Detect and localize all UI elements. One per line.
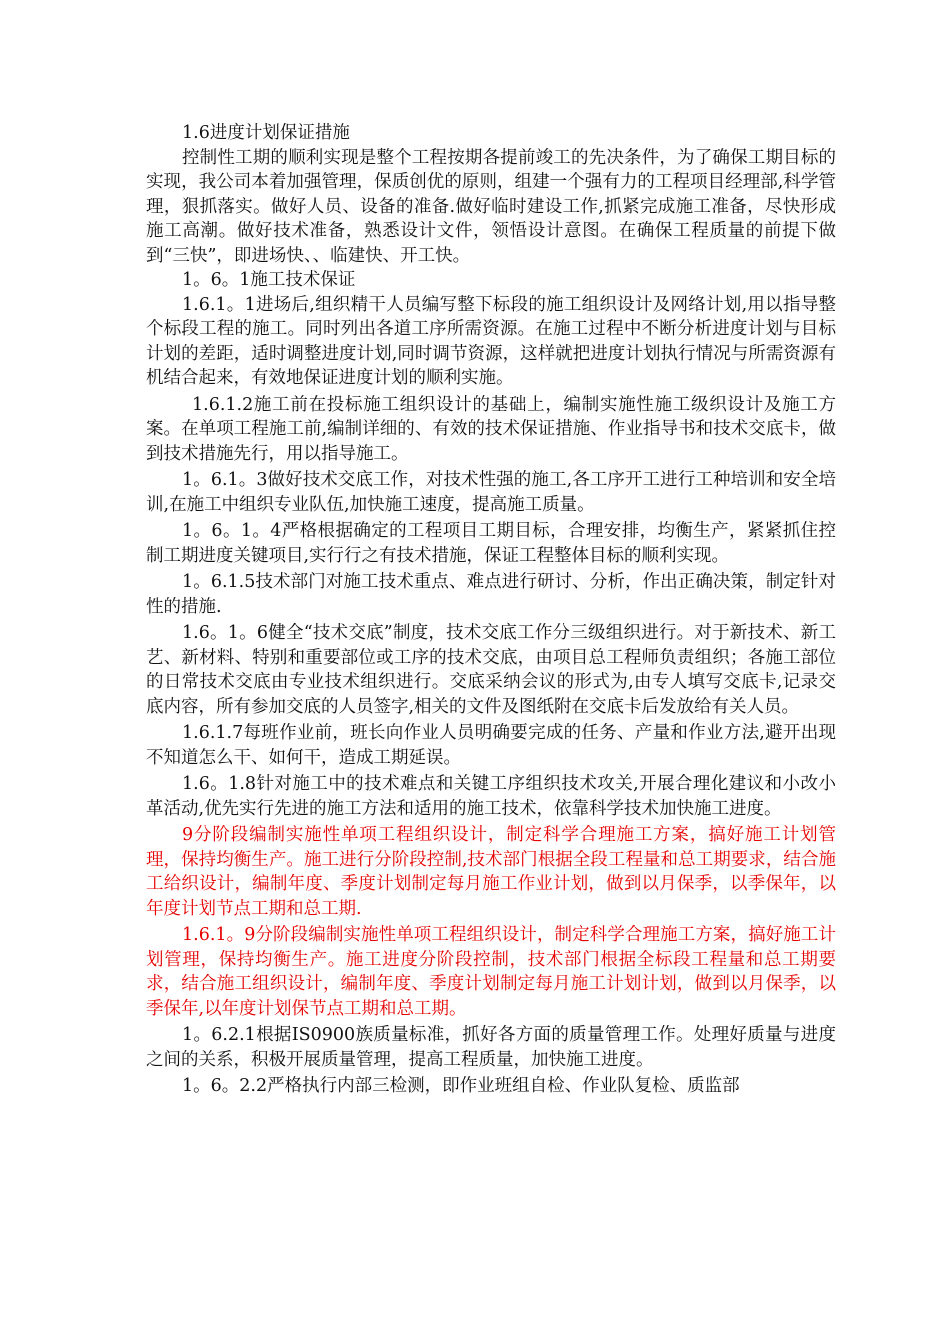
paragraph-1-6-1-8: 1.6。1.8针对施工中的技术难点和关键工序组织技术攻关,开展合理化建议和小改小革活动,优先实行先进的施工方法和适用的施工技术，依靠科学技术加快施工进度。 — [146, 774, 836, 819]
paragraph-1-6-1-3: 1。6.1。3做好技术交底工作，对技术性强的施工,各工序开工进行工种培训和安全培训,在施工中组织专业队伍,加快施工速度，提高施工质量。 — [146, 470, 836, 515]
document-body — [146, 121, 836, 1099]
highlighted-paragraph-1-6-1-9: 1.6.1。9分阶段编制实施性单项工程组织设计，制定科学合理施工方案，搞好施工计划管理，保持均衡生产。施工进度分阶段控制，技术部门根据全标段工程量和总工期要求，结合施工组织设计，编制年度、季度计划制定每月施工计划计划，做到以月保季，以季保年,以年度计划保节点工期和总工期。 — [146, 925, 836, 1019]
paragraph-1-6-1-2: 1.6.1.2施工前在投标施工组织设计的基础上，编制实施性施工级织设计及施工方案。在单项工程施工前,编制详细的、有效的技术保证措施、作业指导书和技术交底卡，做到技术措施先行，用以指导施工。 — [146, 394, 836, 464]
intro-paragraph: 控制性工期的顺利实现是整个工程按期各提前竣工的先决条件，为了确保工期目标的实现，我公司本着加强管理，保质创优的原则，组建一个强有力的工程项目经理部,科学管理，狠抓落实。做好人员、设备的准备.做好临时建设工作,抓紧完成施工准备，尽快形成施工高潮。做好技术准备，熟悉设计文件，领悟设计意图。在确保工程质量的前提下做到“三快”，即进场快、、临建快、开工快。 — [146, 147, 836, 266]
paragraph-1-6-1-6: 1.6。1。6健全“技术交底”制度，技术交底工作分三级组织进行。对于新技术、新工艺、新材料、特别和重要部位或工序的技术交底，由项目总工程师负责组织；各施工部位的日常技术交底由专业技术组织进行。交底采纳会议的形式为,由专人填写交底卡,记录交底内容，所有参加交底的人员签字,相关的文件及图纸附在交底卡后发放给有关人员。 — [146, 623, 836, 717]
paragraph-1-6-1-4: 1。6。1。4严格根据确定的工程项目工期目标，合理安排，均衡生产，紧紧抓住控制工期进度关键项目,实行行之有技术措施，保证工程整体目标的顺利实现。 — [146, 521, 836, 566]
paragraph-1-6-1-7: 1.6.1.7每班作业前，班长向作业人员明确要完成的任务、产量和作业方法,避开出现不知道怎么干、如何干，造成工期延误。 — [146, 723, 836, 768]
paragraph-1-6-1-5: 1。6.1.5技术部门对施工技术重点、难点进行研讨、分析，作出正确决策，制定针对性的措施. — [146, 572, 836, 617]
highlighted-paragraph-9: 9分阶段编制实施性单项工程组织设计，制定科学合理施工方案，搞好施工计划管理，保持均衡生产。施工进行分阶段控制,技术部门根据全段工程量和总工期要求，结合施工给织设计，编制年度、季度计划制定每月施工作业计划，做到以月保季，以季保年，以年度计划节点工期和总工期. — [146, 825, 836, 919]
paragraph-1-6-2-1: 1。6.2.1根据IS0900族质量标准，抓好各方面的质量管理工作。处理好质量与进度之间的关系，积极开展质量管理，提高工程质量，加快施工进度。 — [146, 1025, 836, 1070]
subsection-title: 1。6。1施工技术保证 — [182, 270, 356, 290]
section-title: 1.6进度计划保证措施 — [182, 123, 350, 143]
paragraph-1-6-1-1: 1.6.1。1进场后,组织精干人员编写整下标段的施工组织设计及网络计划,用以指导整个标段工程的施工。同时列出各道工序所需资源。在施工过程中不断分析进度计划与目标计划的差距，适时调整进度计划,同时调节资源，这样就把进度计划执行情况与所需资源有机结合起来，有效地保证进度计划的顺利实施。 — [146, 294, 836, 388]
paragraph-1-6-2-2: 1。6。2.2严格执行内部三检测，即作业班组自检、作业队复检、质监部 — [182, 1076, 740, 1096]
